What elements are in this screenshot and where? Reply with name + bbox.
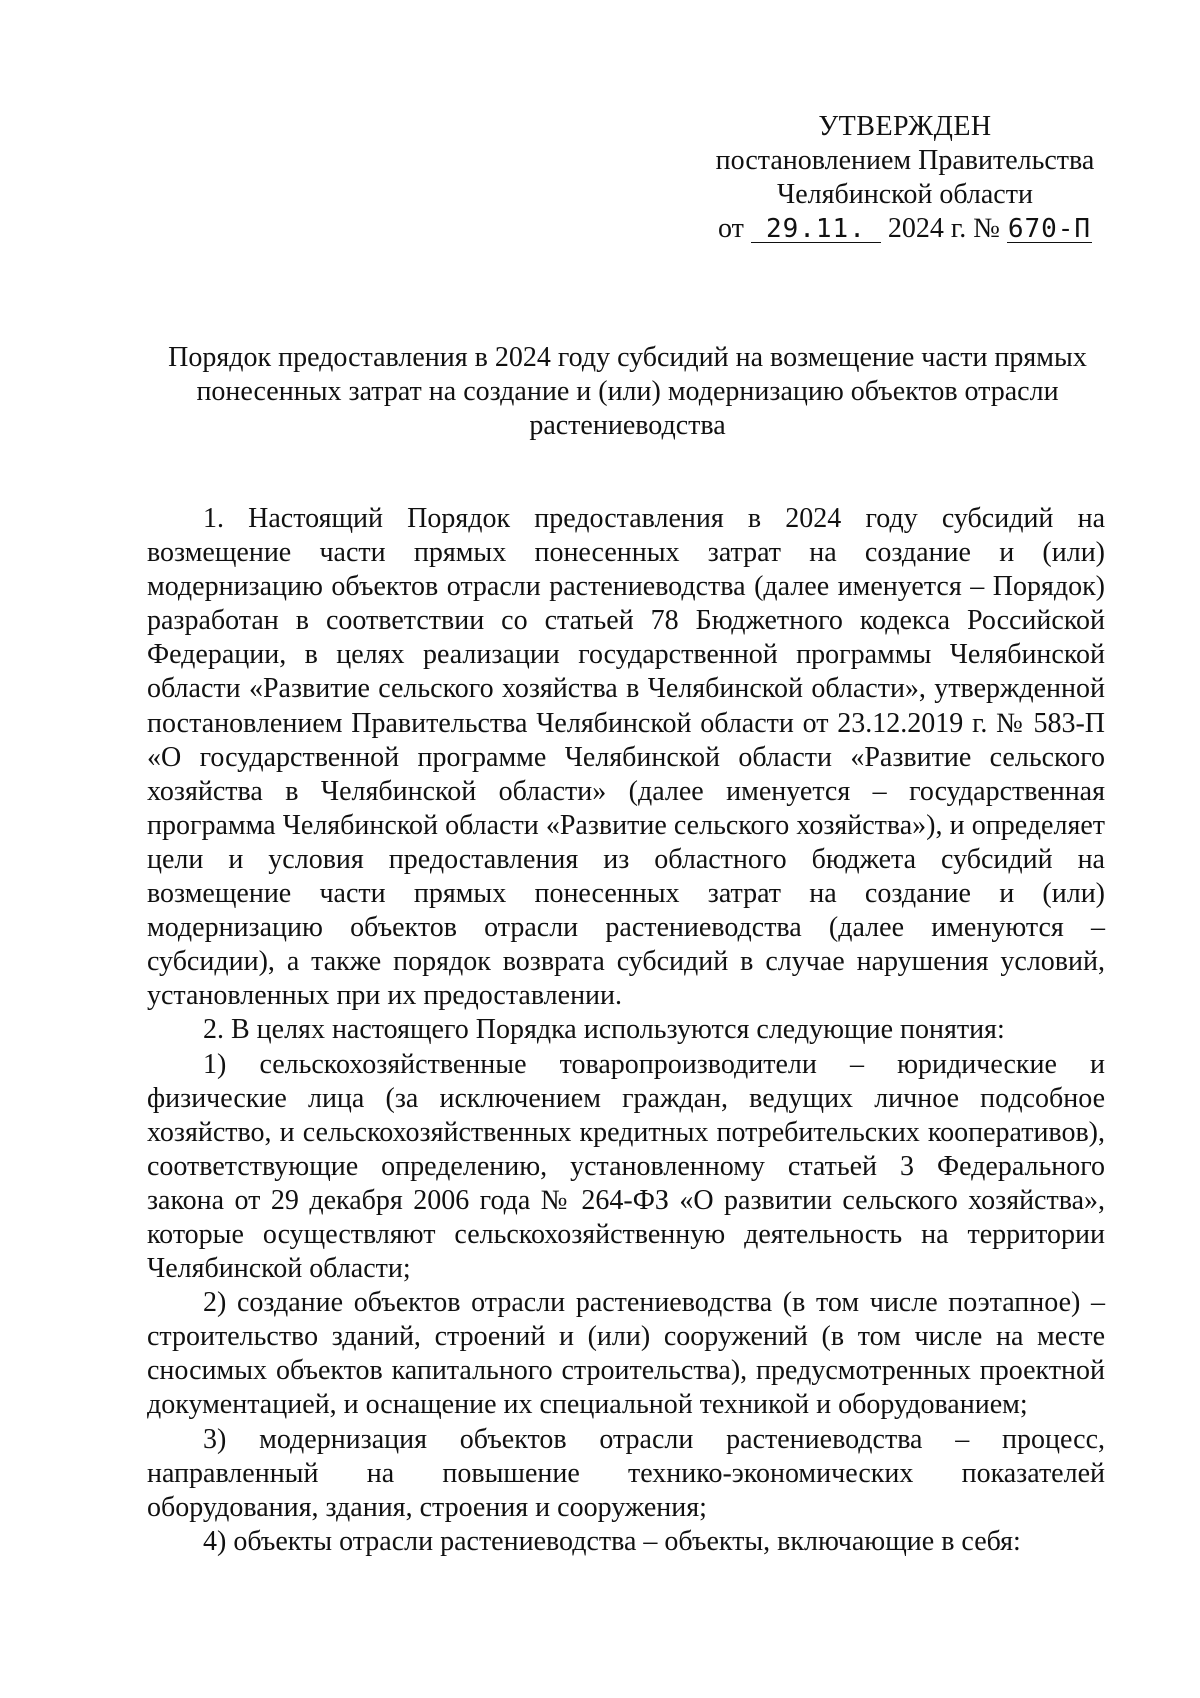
approval-line-resolution: постановлением Правительства [715,145,1095,176]
definition-1: 1) сельскохозяйственные товаропроизводители – юридические и физические лица (за исключением граждан, ведущих личное подсобное хозяйство, и сельскохозяйственных кредитных потребительских кооперативов), соответствующие определению, установленному статьей 3 Федерального закона от 29 декабря 2006 года № 264-ФЗ «О развитии сельского хозяйства», которые осуществляют сельскохозяйственную деятельность на территории Челябинской области; [147,1048,1105,1285]
paragraph-1: 1. Настоящий Порядок предоставления в 2024 году субсидий на возмещение части прямых понесенных затрат на создание и (или) модернизацию объектов отрасли растениеводства (далее именуется – Порядок) разработан в соответствии со статьей 78 Бюджетного кодекса Российской Федерации, в целях реализации государственной программы Челябинской области «Развитие сельского хозяйства в Челябинской области», утвержденной постановлением Правительства Челябинской области от 23.12.2019 г. № 583-П «О государственной программе Челябинской области «Развитие сельского хозяйства в Челябинской области» (далее именуется – государственная программа Челябинской области «Развитие сельского хозяйства»), и определяет цели и условия предоставления из областного бюджета субсидий на возмещение части прямых понесенных затрат на создание и (или) модернизацию объектов отрасли растениеводства (далее именуются – субсидии), а также порядок возврата субсидий в случае нарушения условий, установленных при их предоставлении. [147,503,1105,1012]
document-body [147,502,1105,1559]
approval-number-value: 670-П [1007,214,1092,244]
definition-4: 4) объекты отрасли растениеводства – объекты, включающие в себя: [203,1525,1021,1557]
document-title [150,341,1105,443]
approval-date-row [700,212,1110,246]
approval-date-value: 29.11. [751,216,881,243]
approval-heading: УТВЕРЖДЕН [818,111,992,142]
title-line-3: растениеводства [529,410,726,441]
approval-line-region: Челябинской области [777,179,1033,210]
approval-date-prefix: от [718,213,744,244]
title-line-1: Порядок предоставления в 2024 году субсидий на возмещение части прямых [168,342,1087,373]
definition-3: 3) модернизация объектов отрасли растениеводства – процесс, направленный на повышение технико-экономических показателей оборудования, здания, строения и сооружения; [147,1423,1105,1523]
approval-year-text: 2024 г. № [887,213,1000,244]
paragraph-2: 2. В целях настоящего Порядка используются следующие понятия: [203,1014,1005,1046]
title-line-2: понесенных затрат на создание и (или) модернизацию объектов отрасли [196,376,1059,407]
definition-2: 2) создание объектов отрасли растениеводства (в том числе поэтапное) – строительство зданий, строений и (или) сооружений (в том числе на месте сносимых объектов капитального строительства), предусмотренных проектной документацией, и оснащение их специальной техникой и оборудованием; [147,1287,1105,1421]
approval-stamp-block [700,110,1110,246]
